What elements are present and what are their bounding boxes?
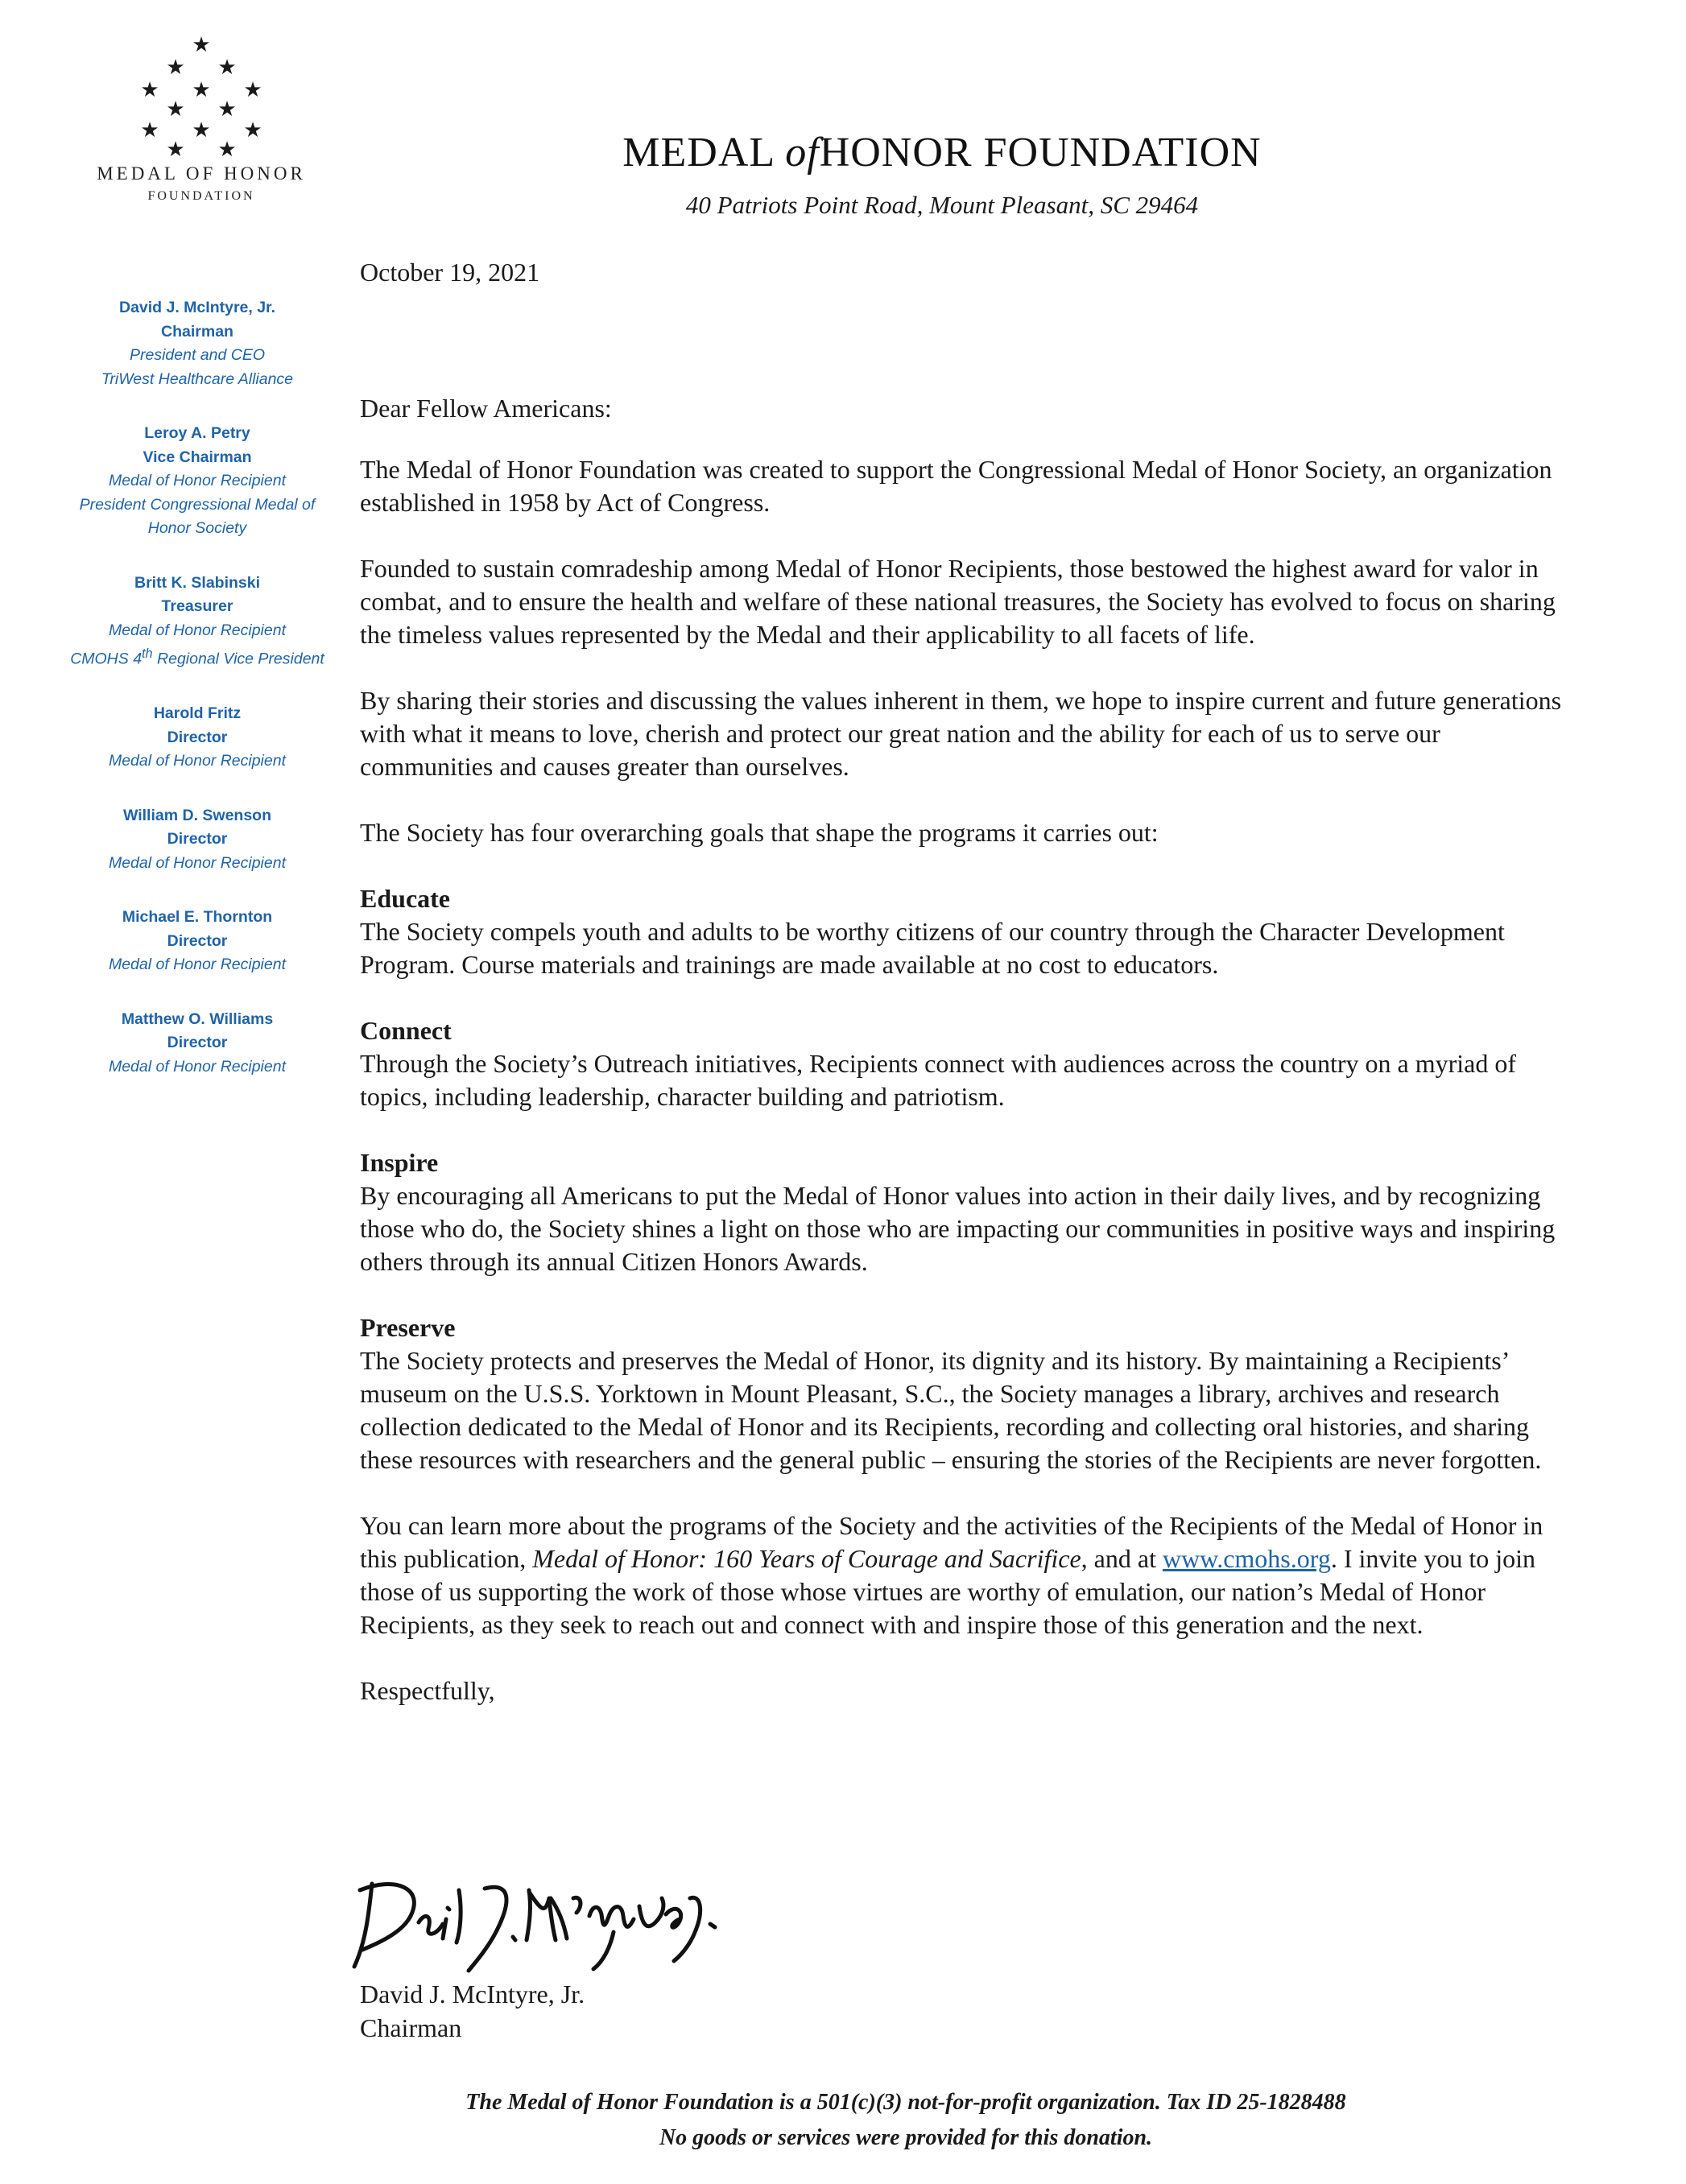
letterhead: [564, 129, 1320, 220]
section-heading-inspire: Inspire: [360, 1148, 439, 1177]
letter-date: October 19, 2021: [360, 258, 540, 287]
star-cluster-icon: [133, 32, 270, 157]
paragraph: The Medal of Honor Foundation was created to support the Congressional Medal of Honor Society, an organization established in 1958 by Act of Congress.: [360, 455, 1552, 517]
logo-text: MEDAL OF HONOR: [97, 163, 306, 184]
closing: Respectfully,: [360, 1676, 495, 1705]
handwritten-signature: [348, 1866, 726, 1979]
publication-title: Medal of Honor: 160 Years of Courage and Sacrifice: [532, 1544, 1081, 1573]
signatory-title: Chairman: [360, 2013, 462, 2042]
footer-line-2: No goods or services were provided for this donation.: [659, 2125, 1153, 2150]
paragraph: The Society has four overarching goals that shape the programs it carries out:: [360, 818, 1159, 847]
svg-text:★: ★: [166, 56, 185, 80]
section-heading-connect: Connect: [360, 1016, 452, 1045]
section-text: Through the Society’s Outreach initiatives, Recipients connect with audiences across the country on a myriad of topics, including leadership, character building and patriotism.: [360, 1049, 1517, 1111]
website-link[interactable]: www.cmohs.org: [1162, 1544, 1331, 1573]
section-text: The Society protects and preserves the Medal of Honor, its dignity and its history. By maintaining a Recipients’ museum on the U.S.S. Yorktown in Mount Pleasant, S.C., the Society manages a library, archives and research collection dedicated to the Medal of Honor and its Recipients, recording and collecting oral histories, and sharing these resources with researchers and the general public – ensuring the stories of the Recipients are never forgotten.: [360, 1346, 1542, 1474]
footer: [362, 2085, 1449, 2156]
board-member: Britt K. Slabinski Treasurer Medal of Honor Recipient CMOHS 4th Regional Vice President: [70, 573, 324, 668]
svg-text:★: ★: [140, 78, 159, 102]
foundation-logo: [72, 32, 330, 204]
letter-body: [360, 256, 1568, 1707]
svg-text:★: ★: [217, 138, 237, 157]
svg-text:★: ★: [217, 56, 237, 80]
signatory-name: David J. McIntyre, Jr.: [360, 1980, 585, 2009]
board-sidebar: [48, 296, 346, 1109]
section-text: By encouraging all Americans to put the Medal of Honor values into action in their daily lives, and by recognizing those who do, the Society shines a light on those who are impacting our communities in positive ways and inspiring others through its annual Citizen Honors Awards.: [360, 1181, 1556, 1276]
board-member: Leroy A. Petry Vice Chairman Medal of Honor Recipient President Congressional Medal of Honor Society: [79, 424, 316, 537]
board-member: Michael E. Thornton Director Medal of Honor Recipient: [108, 908, 287, 973]
svg-text:★: ★: [217, 97, 237, 122]
section-text: The Society compels youth and adults to be worthy citizens of our country through the Character Development Program. Course materials and trainings are made available at no cost to educators.: [360, 917, 1505, 979]
organization-title: MEDAL ofHONOR FOUNDATION: [622, 130, 1262, 175]
svg-text:★: ★: [243, 118, 262, 142]
board-member: Harold Fritz Director Medal of Honor Recipient: [108, 704, 287, 770]
svg-text:★: ★: [140, 118, 159, 142]
closing-paragraph: You can learn more about the programs of the Society and the activities of the Recipients of the Medal of Honor in this publication, Medal of Honor: 160 Years of Courage and Sacrifice, and at www.cmohs.org. I invite you to join those of us supporting the work of those whose virtues are worthy of emulation, our nation’s Medal of Honor Recipients, as they seek to reach out and connect with and inspire those of this generation and the next.: [360, 1511, 1543, 1639]
paragraph: By sharing their stories and discussing the values inherent in them, we hope to inspire current and future generations with what it means to love, cherish and protect our great nation and the ability for each of us to serve our communities and causes greater than ourselves.: [360, 686, 1562, 781]
board-member: David J. McIntyre, Jr. Chairman President and CEO TriWest Healthcare Alliance: [101, 299, 294, 388]
board-member: Matthew O. Williams Director Medal of Honor Recipient: [108, 1009, 287, 1075]
svg-text:★: ★: [243, 78, 262, 102]
footer-line-1: The Medal of Honor Foundation is a 501(c)(3) not-for-profit organization. Tax ID 25-1828488: [465, 2090, 1346, 2115]
svg-text:★: ★: [166, 97, 185, 122]
svg-text:★: ★: [192, 78, 211, 102]
svg-text:★: ★: [192, 33, 211, 57]
board-member: William D. Swenson Director Medal of Honor Recipient: [108, 806, 287, 872]
svg-text:★: ★: [166, 138, 185, 157]
logo-subtext: FOUNDATION: [147, 189, 255, 203]
salutation: Dear Fellow Americans:: [360, 394, 612, 423]
section-heading-educate: Educate: [360, 884, 450, 913]
svg-text:★: ★: [192, 118, 211, 142]
section-heading-preserve: Preserve: [360, 1313, 456, 1342]
organization-address: 40 Patriots Point Road, Mount Pleasant, SC 29464: [685, 191, 1199, 219]
paragraph: Founded to sustain comradeship among Medal of Honor Recipients, those bestowed the highest award for valor in combat, and to ensure the health and welfare of these national treasures, the Society has evolved to focus on sharing the timeless values represented by the Medal and their applicability to all facets of life.: [360, 554, 1556, 649]
